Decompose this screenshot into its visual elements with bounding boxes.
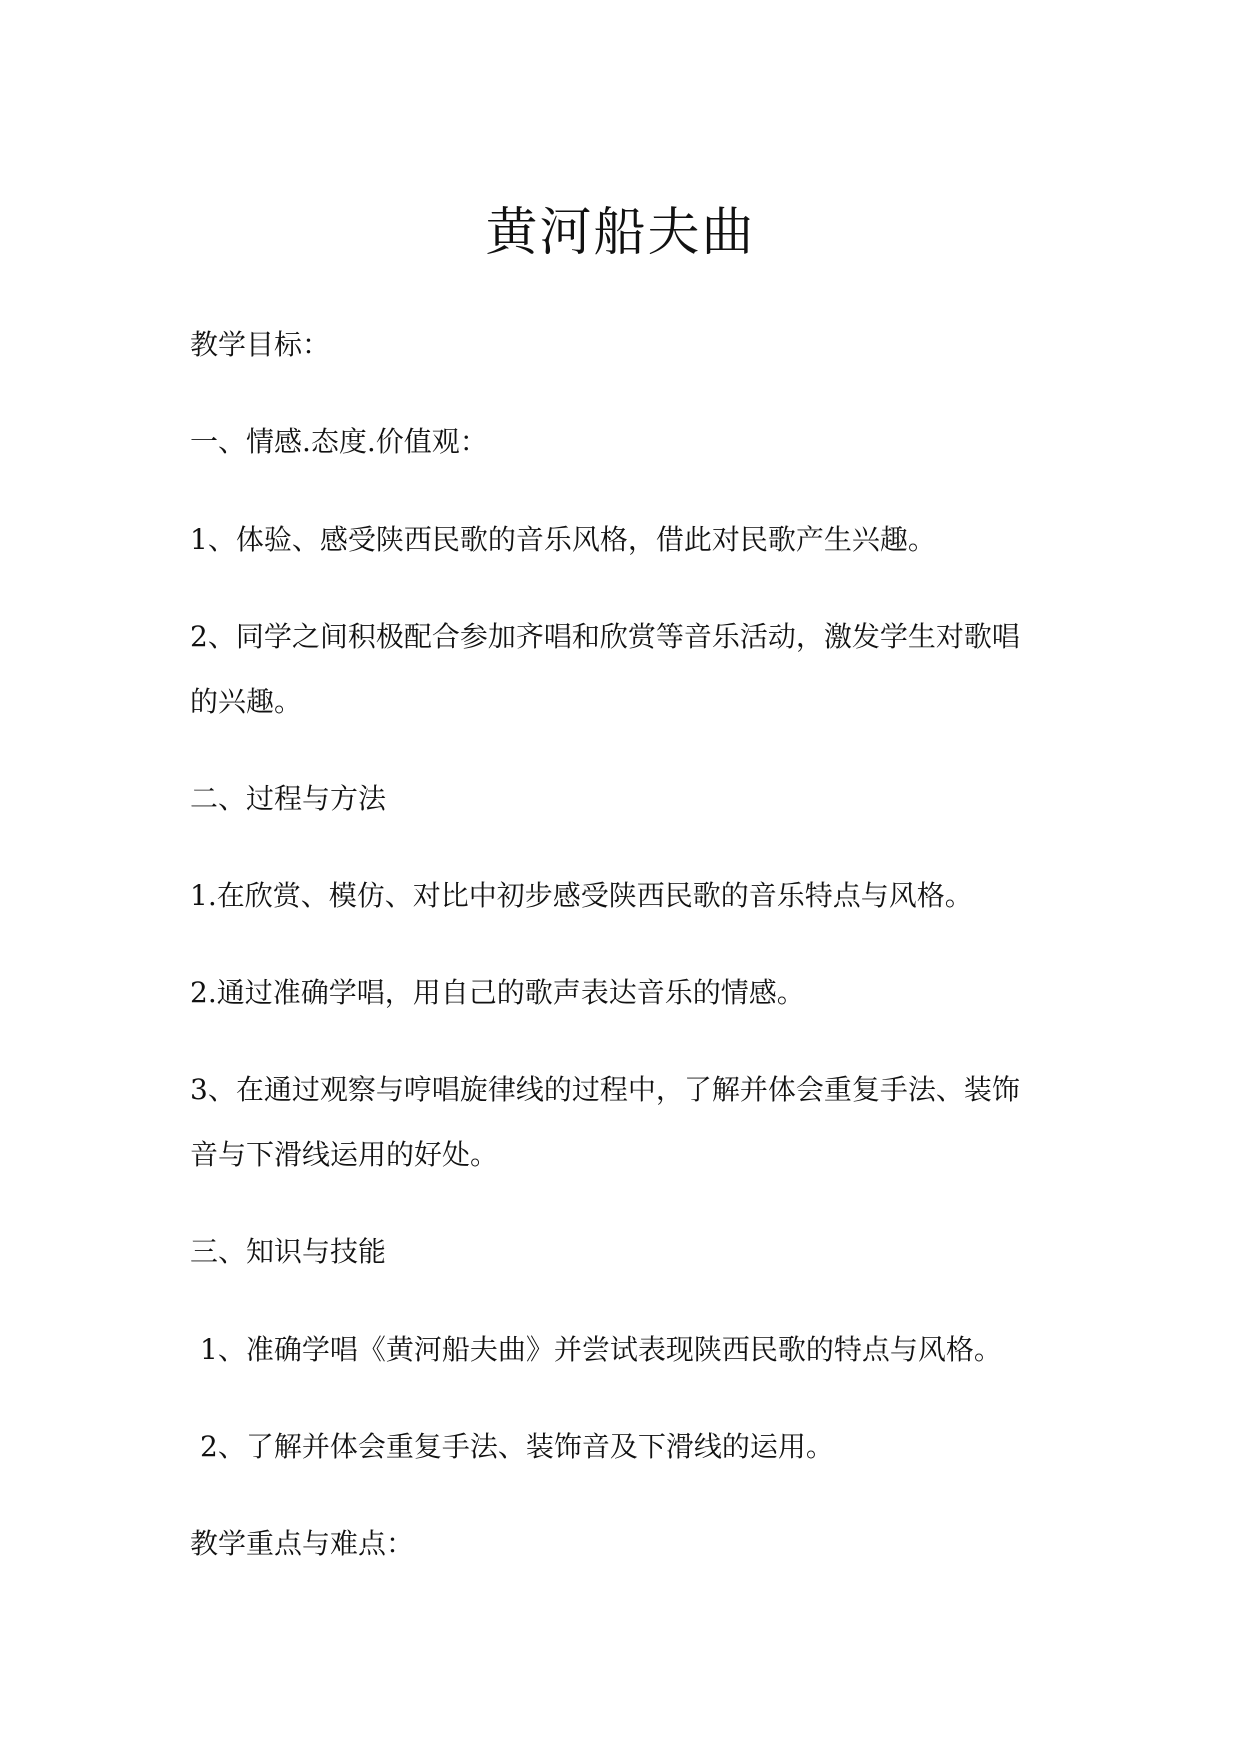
paragraph-process-3-line-1: 3、在通过观察与哼唱旋律线的过程中，了解并体会重复手法、装饰 [190, 1073, 1020, 1106]
paragraph-skill-2: 2、了解并体会重复手法、装饰音及下滑线的运用。 [200, 1430, 834, 1463]
paragraph-goal-1: 1、体验、感受陕西民歌的音乐风格，借此对民歌产生兴趣。 [190, 523, 936, 556]
section-heading-key-points-difficulties: 教学重点与难点： [190, 1527, 415, 1560]
paragraph-process-2: 2.通过准确学唱，用自己的歌声表达音乐的情感。 [190, 976, 805, 1009]
subheading-process-methods: 二、过程与方法 [190, 782, 387, 815]
subheading-knowledge-skills: 三、知识与技能 [190, 1235, 387, 1268]
paragraph-skill-1: 1、准确学唱《黄河船夫曲》并尝试表现陕西民歌的特点与风格。 [200, 1333, 1002, 1366]
paragraph-goal-2-line-1: 2、同学之间积极配合参加齐唱和欣赏等音乐活动，激发学生对歌唱 [190, 620, 1020, 653]
document-title: 黄河船夫曲 [485, 203, 756, 263]
paragraph-process-1: 1.在欣赏、模仿、对比中初步感受陕西民歌的音乐特点与风格。 [190, 879, 973, 912]
paragraph-process-3-line-2: 音与下滑线运用的好处。 [190, 1138, 499, 1171]
section-heading-teaching-goals: 教学目标： [190, 328, 331, 361]
subheading-emotion-attitude-values: 一、情感.态度.价值观： [190, 425, 488, 458]
paragraph-goal-2-line-2: 的兴趣。 [190, 685, 303, 718]
